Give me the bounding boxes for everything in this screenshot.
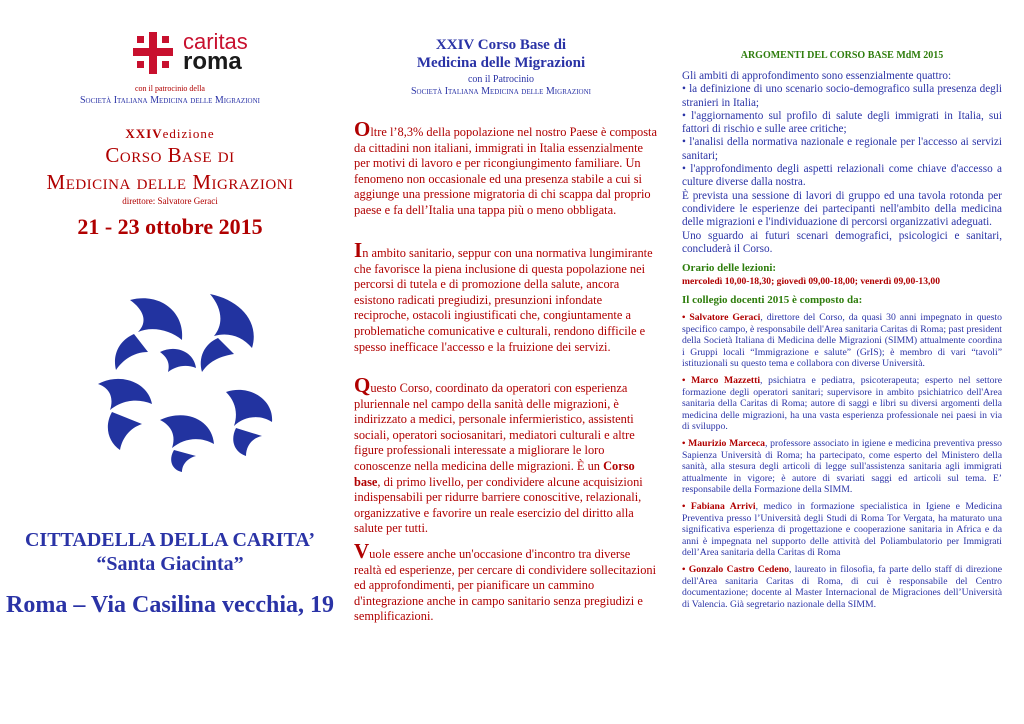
paragraph-text: n ambito sanitario, seppur con una normativa lungimirante che favorisce la piena inclusione di questa popolazione nei percorsi di tutela e di promozione della salute, ancora esistono radicati pregiudizi, presunzioni infondate reciproche, ostacoli ingiustificati che, congiuntamente a problematiche comunicative e culturali, rendono difficile e spesso inefficace l'accesso e la fruizione dei servizi. [354, 246, 653, 354]
drop-cap: V [354, 539, 370, 563]
logo-caritas: caritas [183, 29, 248, 54]
topic-item: • la definizione di uno scenario socio-demografico sulla presenza degli stranieri in Italia; [682, 83, 1002, 109]
patrocinio-label: con il patrocinio della [135, 84, 205, 93]
docente-text: , psichiatra e pediatra, psicoterapeuta; esperto nel settore formazione degli operatori sanitari; supervisore in ambito psichiatrico dell'Area sanitaria della Caritas di Roma; autore di saggi e libri su diversi argomenti della medicina delle migrazioni, ha una vasta esperienza professionale nei paesi in via di sviluppo. [682, 375, 1002, 433]
logo-roma: roma [183, 48, 242, 75]
orario-label: Orario delle lezioni: [682, 262, 777, 275]
course-title-line1: XXIV Corso Base di [435, 37, 567, 53]
drop-cap: I [354, 238, 363, 262]
venue-name: CITTADELLA DELLA CARITA’ [24, 529, 316, 551]
docente-name: • Maurizio Marceca [682, 437, 765, 449]
event-date: 21 - 23 ottobre 2015 [77, 214, 263, 239]
edizione-number: XXIV [125, 126, 163, 141]
intro-text: Gli ambiti di approfondimento sono essenzialmente quattro: [682, 70, 952, 82]
course-title-line2: Medicina delle Migrazioni [416, 55, 586, 71]
doves-illustration-icon [90, 292, 280, 472]
program-heading: ARGOMENTI DEL CORSO BASE MdM 2015 [740, 50, 944, 61]
collegio-label: Il collegio docenti 2015 è composto da: [682, 293, 863, 306]
corso-title-line1: Corso Base di [105, 143, 235, 167]
sguardo-text: Uno sguardo ai futuri scenari demografici, psicologici e sanitari, concluderà il Corso. [682, 229, 1002, 255]
paragraph-3 [354, 373, 660, 537]
docente-text: , direttore del Corso, da quasi 30 anni impegnato in questo specifico campo, è responsabile dell'Area sanitaria Caritas di Roma; past president della Società Italiana di Medicina delle Migrazioni (SIMM) attualmente coordina i Gruppi locali “Immigrazione e salute” (GrIS); è membro di vari “tavoli” istituzionali su questo tema e collabora con diverse Università. [682, 312, 1002, 370]
societa-label: Società Italiana Medicina delle Migrazioni [80, 95, 260, 106]
docente-bio [682, 564, 1002, 610]
paragraph-text: , di primo livello, per condividere alcune acquisizioni indispensabili per ridurre barriere conoscitive, relazionali, organizzative e favorire un reale esercizio del diritto alla salute per tutti. [354, 474, 643, 536]
paragraph-1 [354, 117, 660, 219]
edizione-word: edizione [162, 126, 215, 141]
paragraph-4 [354, 539, 660, 625]
docente-text: , laureato in filosofia, fa parte dello staff di direzione dell'Area sanitaria Caritas di Roma, di cui è responsabile del Centro documentazione; docente al Master Internacional de Migraciones dell’Università di Valencia. Già segretario nazionale della SIMM. [682, 563, 1003, 610]
societa-label: Società Italiana Medicina delle Migrazioni [411, 86, 591, 97]
paragraph-text: ltre l’8,3% della popolazione nel nostro Paese è composta da cittadini non italiani, immigrati in Italia essenzialmente per motivi di lavoro e per ricongiungimento familiare. Un fenomeno non occasionale ed una presenza stabile a cui si aggiunge una pressione migratoria di chi scappa dal proprio paese e fa dell’Italia una tappa più o meno obbligata. [354, 125, 657, 217]
paragraph-2 [354, 238, 660, 355]
venue-address: Roma – Via Casilina vecchia, 19 [6, 592, 334, 618]
program-intro [682, 70, 1002, 610]
docente-bio [682, 375, 1002, 433]
venue-subtitle: “Santa Giacinta” [96, 553, 244, 575]
paragraph-text: uole essere anche un'occasione d'incontro tra diverse realtà ed esperienze, per cercare di condividere sollecitazioni ed approfondimenti, per pianificare un cammino d'integrazione anche in campo sanitario senza pregiudizi e semplificazioni. [354, 547, 657, 624]
topic-item: • l'aggiornamento sul profilo di salute degli immigrati in Italia, sui fattori di rischio e sulle aree critiche; [682, 109, 1002, 136]
docente-name: • Marco Mazzetti [682, 375, 761, 387]
paragraph-text: uesto Corso, coordinato da operatori con esperienza pluriennale nel campo della sanità delle migrazioni, è indirizzato a medici, personale infermieristico, assistenti sociali, operatori sociosanitari, mediatori culturali e altre figure professionali interessate a migliorare le loro conoscenze nella medicina delle migrazioni. È un [354, 381, 635, 473]
drop-cap: O [354, 117, 371, 141]
docente-text: , professore associato in igiene e medicina preventiva presso Sapienza Università di Roma; ha partecipato, come esperto del Ministero della sanità, alla stesura degli articoli di legge sull'assistenza sanitaria agli immigrati attualmente in vigore; è autore di svariati saggi ed articoli sul tema. E’ responsabile della Formazione della SIMM. [682, 437, 1002, 496]
corso-title-line2: Medicina delle Migrazioni [46, 170, 294, 194]
docente-name: • Fabiana Arrivi [682, 500, 756, 512]
topic-item: • l'approfondimento degli aspetti relazionali come chiave d'accesso a culture diverse dalla nostra. [682, 163, 1002, 189]
edizione-label [0, 126, 340, 142]
drop-cap: Q [354, 373, 371, 397]
logo-wordmark [183, 29, 248, 75]
docente-bio [682, 312, 1002, 370]
direttore-label: direttore: Salvatore Geraci [122, 196, 218, 206]
docente-name: • Gonzalo Castro Cedeno [682, 563, 789, 575]
docente-bio [682, 501, 1002, 559]
paragraph-bold: Corso base [354, 458, 635, 489]
sessione-text: È prevista una sessione di lavori di gruppo ed una tavola rotonda per condividere le esperienze dei partecipanti nell'ambito della medicina delle migrazioni e l'individuazione di percorsi organizzativi adeguati. [682, 189, 1002, 229]
topic-item: • l'analisi della normativa nazionale e regionale per l'accesso ai servizi sanitari; [682, 136, 1002, 162]
docente-bio [682, 438, 1002, 496]
orario-value: mercoledì 10,00-18,30; giovedì 09,00-18,00; venerdì 09,00-13,00 [682, 276, 941, 288]
docente-name: • Salvatore Geraci [682, 312, 761, 324]
patrocinio-label: con il Patrocinio [467, 74, 535, 85]
docente-text: , medico in formazione specialistica in Igiene e Medicina Preventiva presso l’Università degli Studi di Roma Tor Vergata, ha maturato una significativa esperienza di progettazione e cooperazione sanitaria in Africa e da anni è impegnata nel supporto delle attività del Poliambulatorio per Immigrati dell’Area sanitaria della Caritas di Roma [682, 500, 1002, 559]
